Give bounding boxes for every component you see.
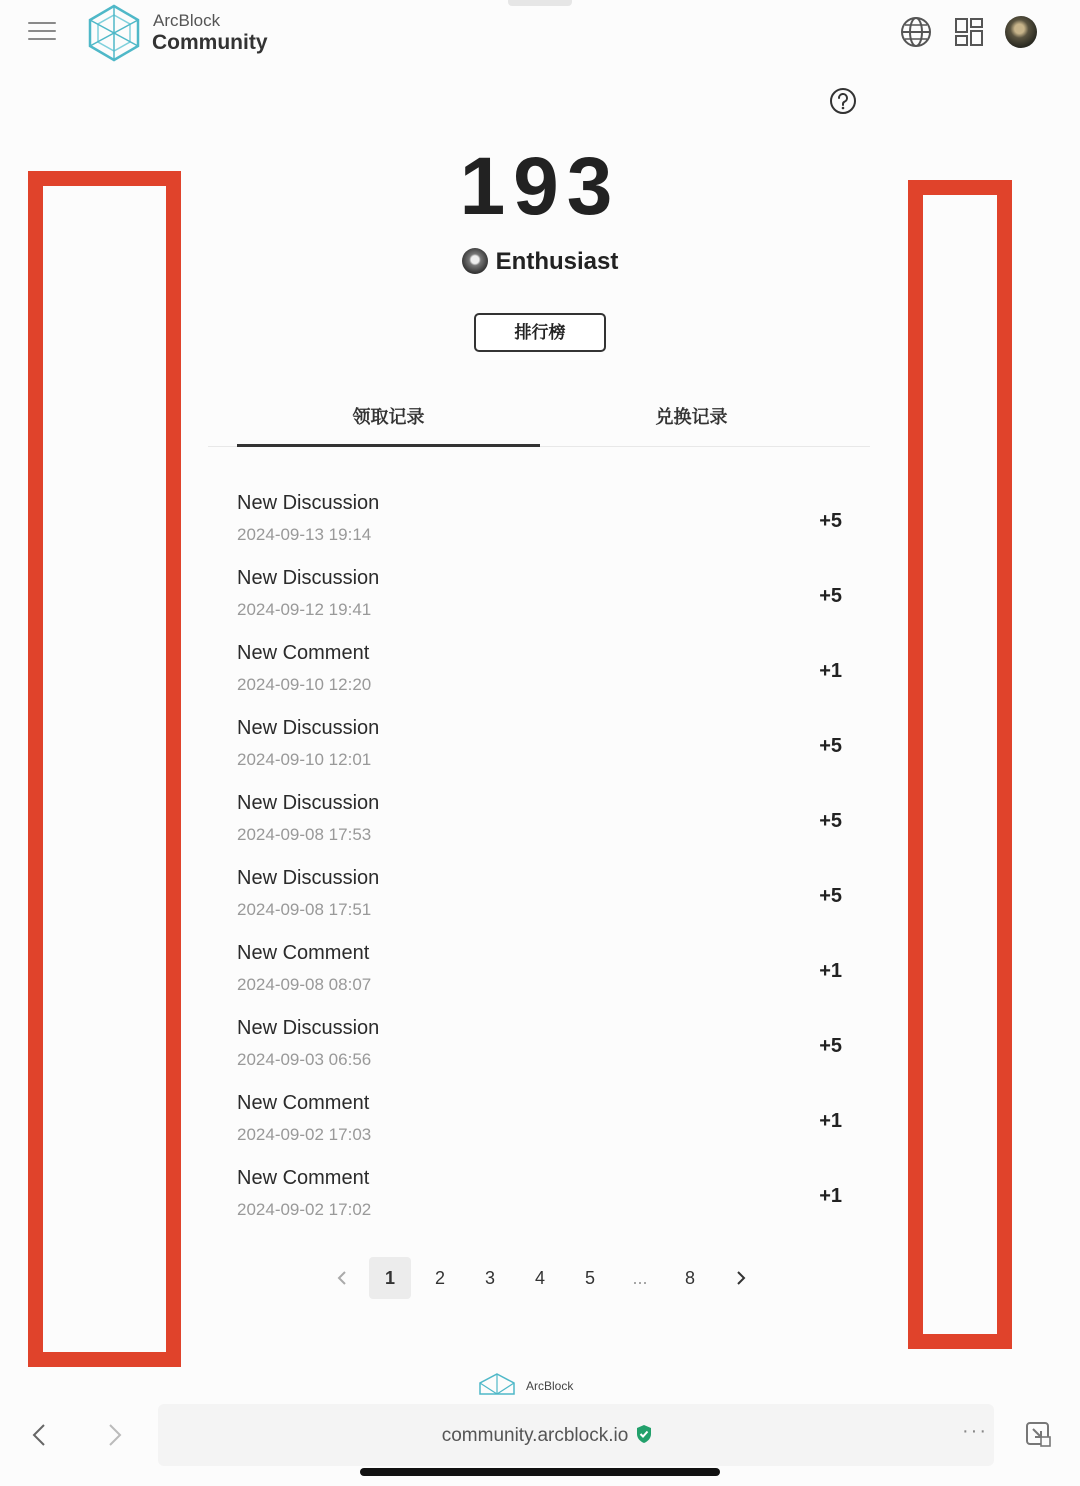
record-title: New Discussion <box>237 492 380 514</box>
record-row <box>237 1090 845 1165</box>
record-row <box>237 1165 845 1240</box>
tab-redeem-records[interactable]: 兑换记录 <box>655 407 728 427</box>
record-points: +5 <box>819 810 842 832</box>
level-text: Enthusiast <box>495 248 619 275</box>
active-tab-indicator <box>237 444 540 447</box>
page-3-button[interactable]: 3 <box>484 1268 495 1288</box>
arcblock-logo-icon[interactable] <box>86 3 142 63</box>
prev-page-icon[interactable] <box>322 1257 364 1299</box>
record-title: New Discussion <box>237 717 380 739</box>
open-external-icon[interactable] <box>1024 1420 1052 1448</box>
page-ellipsis[interactable]: ... <box>632 1268 648 1288</box>
annotation-frame-right <box>908 180 1012 1349</box>
record-title: New Discussion <box>237 567 380 589</box>
address-bar-url <box>158 1424 938 1447</box>
verified-shield-icon <box>634 1424 654 1444</box>
brand-main-text[interactable]: Community <box>152 31 268 54</box>
record-points: +1 <box>819 660 842 682</box>
record-date: 2024-09-02 17:03 <box>237 1125 372 1144</box>
record-points: +1 <box>819 1185 842 1207</box>
page-5-button[interactable]: 5 <box>584 1268 595 1288</box>
next-page-icon[interactable] <box>719 1257 761 1299</box>
record-row <box>237 790 845 865</box>
record-points: +5 <box>819 585 842 607</box>
url-text: community.arcblock.io <box>441 1425 629 1446</box>
record-title: New Discussion <box>237 1017 380 1039</box>
footer-brand-text: ArcBlock <box>526 1379 574 1393</box>
record-date: 2024-09-10 12:20 <box>237 675 372 694</box>
record-title: New Discussion <box>237 867 380 889</box>
tab-claim-records[interactable]: 领取记录 <box>352 407 425 427</box>
record-points: +5 <box>819 735 842 757</box>
more-options-icon[interactable]: ··· <box>962 1420 988 1442</box>
record-title: New Comment <box>237 1167 370 1189</box>
record-title: New Comment <box>237 1092 370 1114</box>
browser-forward-icon[interactable] <box>106 1422 124 1448</box>
record-title: New Comment <box>237 642 370 664</box>
page-1-button[interactable]: 1 <box>369 1257 411 1299</box>
points-score: 193 <box>459 141 621 232</box>
level-label <box>0 248 1080 276</box>
record-date: 2024-09-03 06:56 <box>237 1050 372 1069</box>
footer-arcblock-logo-icon <box>477 1372 517 1398</box>
record-row <box>237 1015 845 1090</box>
level-badge-icon <box>462 248 488 274</box>
page-8-button[interactable]: 8 <box>684 1268 695 1288</box>
globe-icon[interactable] <box>898 14 934 50</box>
record-date: 2024-09-02 17:02 <box>237 1200 372 1219</box>
record-date: 2024-09-08 08:07 <box>237 975 372 994</box>
record-title: New Comment <box>237 942 370 964</box>
user-avatar[interactable] <box>1005 16 1037 48</box>
record-date: 2024-09-13 19:14 <box>237 525 372 544</box>
record-points: +5 <box>819 510 842 532</box>
record-row <box>237 940 845 1015</box>
brand-top-text: ArcBlock <box>153 11 221 30</box>
record-points: +1 <box>819 960 842 982</box>
menu-icon[interactable] <box>28 22 56 44</box>
record-row <box>237 865 845 940</box>
record-points: +5 <box>819 885 842 907</box>
record-date: 2024-09-12 19:41 <box>237 600 372 619</box>
record-title: New Discussion <box>237 792 380 814</box>
record-row <box>237 490 845 565</box>
record-points: +5 <box>819 1035 842 1057</box>
record-row <box>237 565 845 640</box>
leaderboard-button[interactable]: 排行榜 <box>474 313 606 352</box>
record-date: 2024-09-08 17:51 <box>237 900 372 919</box>
home-indicator <box>360 1468 720 1476</box>
apps-grid-icon[interactable] <box>951 14 987 50</box>
record-points: +1 <box>819 1110 842 1132</box>
record-row <box>237 640 845 715</box>
record-row <box>237 715 845 790</box>
annotation-frame-left <box>28 171 181 1367</box>
record-date: 2024-09-10 12:01 <box>237 750 372 769</box>
page-2-button[interactable]: 2 <box>434 1268 445 1288</box>
help-icon[interactable] <box>828 86 858 116</box>
top-grabber <box>508 0 572 6</box>
page-4-button[interactable]: 4 <box>534 1268 545 1288</box>
browser-back-icon[interactable] <box>30 1422 48 1448</box>
record-date: 2024-09-08 17:53 <box>237 825 372 844</box>
